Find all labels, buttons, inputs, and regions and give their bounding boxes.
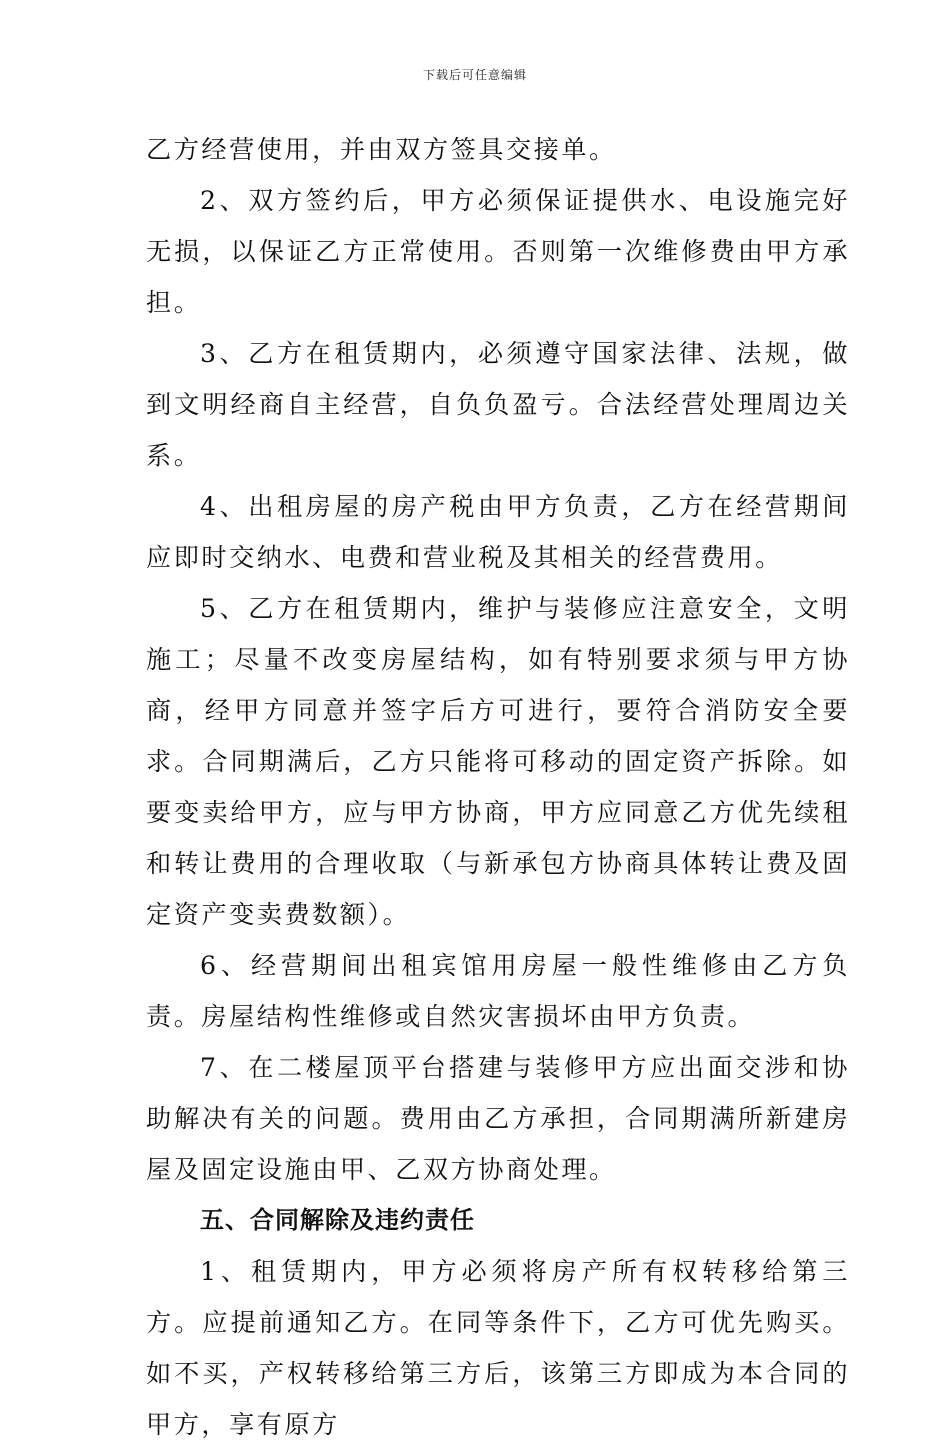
clause-3: 3、乙方在租赁期内，必须遵守国家法律、法规，做到文明经商自主经营，自负负盈亏。合法经营处理周边关系。 [146, 339, 850, 470]
clause-2: 2、双方签约后，甲方必须保证提供水、电设施完好无损，以保证乙方正常使用。否则第一次维修费由甲方承担。 [146, 186, 850, 317]
contract-body [146, 124, 850, 1450]
clause-5: 5、乙方在租赁期内，维护与装修应注意安全，文明施工；尽量不改变房屋结构，如有特别要求须与甲方协商，经甲方同意并签字后方可进行，要符合消防安全要求。合同期满后，乙方只能将可移动的固定资产拆除。如要变卖给甲方，应与甲方协商，甲方应同意乙方优先续租和转让费用的合理收取（与新承包方协商具体转让费及固定资产变卖费数额）。 [146, 594, 850, 929]
paragraph-continuation: 乙方经营使用，并由双方签具交接单。 [146, 135, 617, 164]
clause-7: 7、在二楼屋顶平台搭建与装修甲方应出面交涉和协助解决有关的问题。费用由乙方承担，合同期满所新建房屋及固定设施由甲、乙双方协商处理。 [146, 1053, 850, 1184]
clause-6: 6、经营期间出租宾馆用房屋一般性维修由乙方负责。房屋结构性维修或自然灾害损坏由甲方负责。 [146, 951, 850, 1031]
section-heading: 五、合同解除及违约责任 [200, 1206, 475, 1234]
clause-4: 4、出租房屋的房产税由甲方负责，乙方在经营期间应即时交纳水、电费和营业税及其相关的经营费用。 [146, 492, 850, 572]
section-clause-1: 1、租赁期内，甲方必须将房产所有权转移给第三方。应提前通知乙方。在同等条件下，乙方可优先购买。如不买，产权转移给第三方后，该第三方即成为本合同的甲方，享有原方 [146, 1257, 850, 1439]
header-note: 下载后可任意编辑 [422, 68, 527, 82]
